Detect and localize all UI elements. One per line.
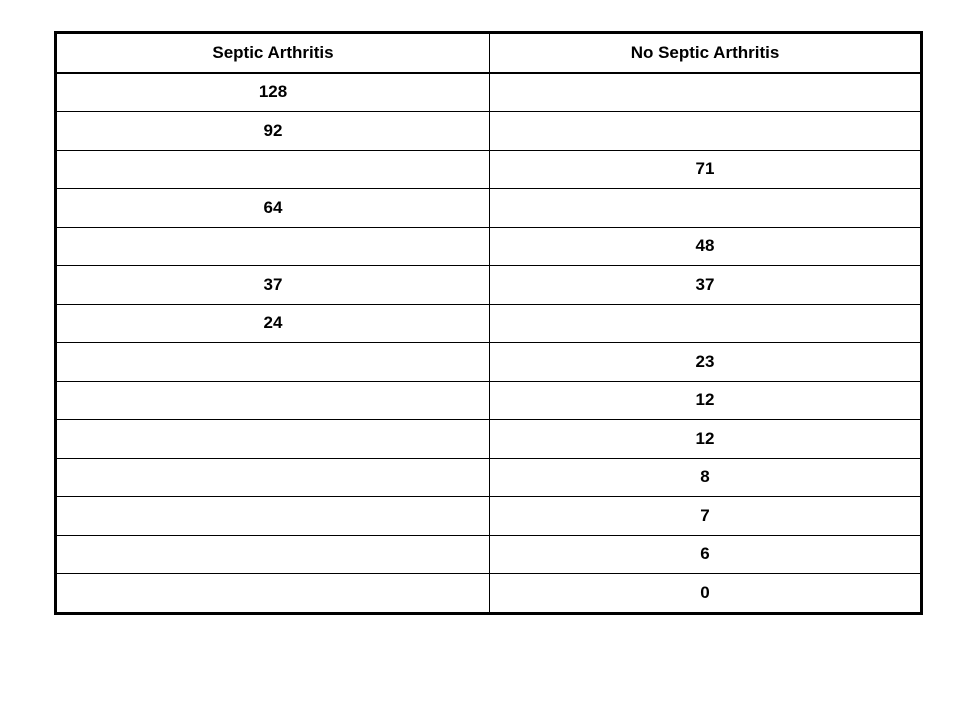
table-row xyxy=(56,343,922,382)
table-row xyxy=(56,535,922,574)
table-row xyxy=(56,304,922,343)
cell-septic-arthritis: 128 xyxy=(56,73,490,112)
table-row xyxy=(56,266,922,305)
header-row xyxy=(56,33,922,73)
table-row xyxy=(56,227,922,266)
cell-septic-arthritis xyxy=(56,381,490,420)
cell-septic-arthritis xyxy=(56,343,490,382)
table-header xyxy=(56,33,922,73)
cell-septic-arthritis: 37 xyxy=(56,266,490,305)
table-row xyxy=(56,420,922,459)
table-row xyxy=(56,73,922,112)
cell-septic-arthritis: 92 xyxy=(56,112,490,151)
cell-septic-arthritis: 24 xyxy=(56,304,490,343)
cell-no-septic-arthritis xyxy=(490,112,922,151)
header-septic-arthritis: Septic Arthritis xyxy=(56,33,490,73)
cell-septic-arthritis xyxy=(56,227,490,266)
table-body xyxy=(56,73,922,614)
cell-no-septic-arthritis: 71 xyxy=(490,150,922,189)
table-row xyxy=(56,381,922,420)
header-no-septic-arthritis: No Septic Arthritis xyxy=(490,33,922,73)
cell-septic-arthritis: 64 xyxy=(56,189,490,228)
cell-no-septic-arthritis: 48 xyxy=(490,227,922,266)
cell-no-septic-arthritis: 12 xyxy=(490,381,922,420)
table-row xyxy=(56,150,922,189)
table-row xyxy=(56,497,922,536)
cell-septic-arthritis xyxy=(56,458,490,497)
cell-septic-arthritis xyxy=(56,535,490,574)
cell-no-septic-arthritis xyxy=(490,304,922,343)
cell-no-septic-arthritis: 0 xyxy=(490,574,922,614)
cell-no-septic-arthritis: 8 xyxy=(490,458,922,497)
cell-no-septic-arthritis xyxy=(490,189,922,228)
cell-septic-arthritis xyxy=(56,497,490,536)
table-row xyxy=(56,574,922,614)
cell-no-septic-arthritis: 37 xyxy=(490,266,922,305)
cell-no-septic-arthritis xyxy=(490,73,922,112)
table-row xyxy=(56,458,922,497)
data-table xyxy=(54,31,923,615)
cell-no-septic-arthritis: 7 xyxy=(490,497,922,536)
cell-septic-arthritis xyxy=(56,420,490,459)
table-row xyxy=(56,189,922,228)
cell-no-septic-arthritis: 12 xyxy=(490,420,922,459)
cell-septic-arthritis xyxy=(56,150,490,189)
cell-no-septic-arthritis: 23 xyxy=(490,343,922,382)
cell-no-septic-arthritis: 6 xyxy=(490,535,922,574)
cell-septic-arthritis xyxy=(56,574,490,614)
table-row xyxy=(56,112,922,151)
